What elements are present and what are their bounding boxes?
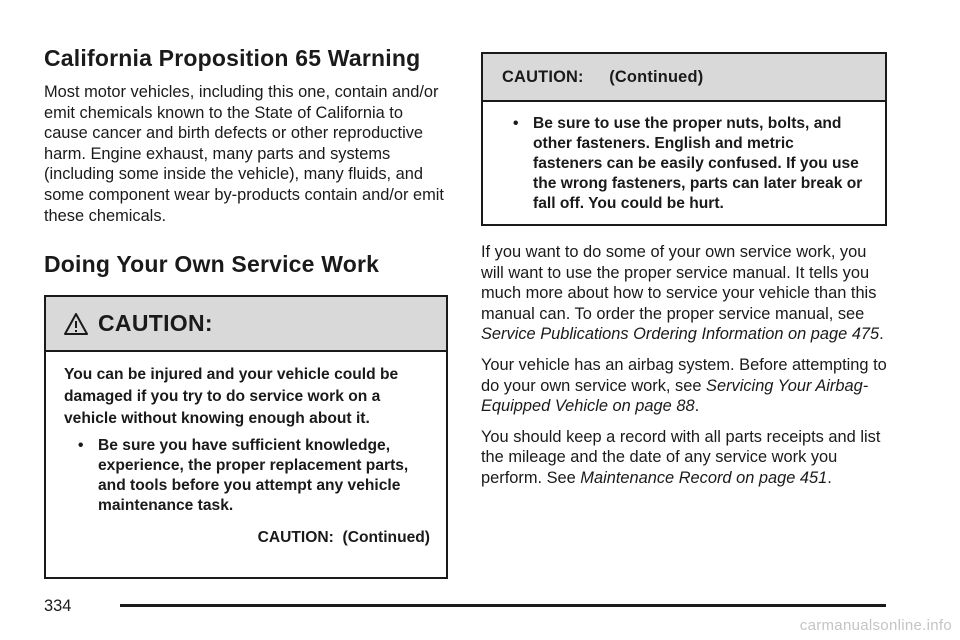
paragraph-text: Your vehicle has an airbag system. Before attempting to do your own service work, see	[481, 355, 887, 395]
caution-bullet-item	[78, 436, 430, 516]
caution-continued-header	[483, 54, 885, 102]
paragraph-text: You should keep a record with all parts receipts and list the mileage and the date of any service work you perform. See	[481, 427, 881, 487]
watermark: carmanualsonline.info	[799, 617, 952, 634]
airbag-servicing-link[interactable]: Servicing Your Airbag-Equipped Vehicle on page 88	[481, 376, 869, 416]
left-column	[44, 44, 448, 579]
bullet-symbol: •	[513, 115, 519, 132]
caution-body	[46, 352, 446, 566]
paragraph-end: .	[879, 325, 884, 344]
caution-continued-body	[483, 102, 885, 224]
bullet-symbol: •	[78, 437, 84, 455]
paragraph-end: .	[827, 468, 832, 487]
service-manual-paragraph	[481, 242, 887, 345]
airbag-paragraph	[481, 355, 887, 417]
caution-bullet-item	[513, 114, 867, 214]
maintenance-record-paragraph	[481, 427, 887, 489]
prop65-paragraph: Most motor vehicles, including this one, contain and/or emit chemicals known to the State of California to cause cancer and birth defects or other reproductive harm. Engine exhaust, many parts and systems (including some inside the vehicle), many fluids, and some component wear by-products contain and/or emit these chemicals.	[44, 83, 444, 225]
page-number: 334	[44, 597, 72, 615]
caution-triangle-icon	[64, 312, 88, 336]
caution-box	[44, 295, 448, 579]
caution-bullet-text: Be sure you have sufficient knowledge, experience, the proper replacement parts, and tools before you attempt any vehicle maintenance task.	[98, 437, 409, 515]
caution-header	[46, 297, 446, 352]
paragraph-text: If you want to do some of your own service work, you will want to use the proper service manual. It tells you much more about how to service your vehicle than this manual can. To order the proper service manual, see	[481, 243, 877, 323]
paragraph-end: .	[694, 397, 700, 416]
section-title-prop65: California Proposition 65 Warning	[44, 45, 421, 71]
caution-title: CAUTION:	[98, 310, 213, 337]
right-column	[481, 52, 887, 489]
caution-continued-box	[481, 52, 887, 226]
caution-continued-title: CAUTION: (Continued)	[502, 67, 704, 86]
section-title-service-work: Doing Your Own Service Work	[44, 251, 380, 278]
service-publications-link[interactable]: Service Publications Ordering Information on page 475	[481, 325, 880, 344]
maintenance-record-link[interactable]: Maintenance Record on page 451	[580, 468, 828, 487]
caution-continued-label: CAUTION: (Continued)	[257, 529, 430, 547]
caution-intro: You can be injured and your vehicle could be damaged if you try to do service work on a vehicle without knowing enough about it.	[64, 366, 399, 428]
caution-bullet-text: Be sure to use the proper nuts, bolts, and other fasteners. English and metric fasteners can be easily confused. If you use the wrong fasteners, parts can later break or fall off. You could be hurt.	[533, 115, 863, 212]
footer-rule	[120, 604, 886, 607]
